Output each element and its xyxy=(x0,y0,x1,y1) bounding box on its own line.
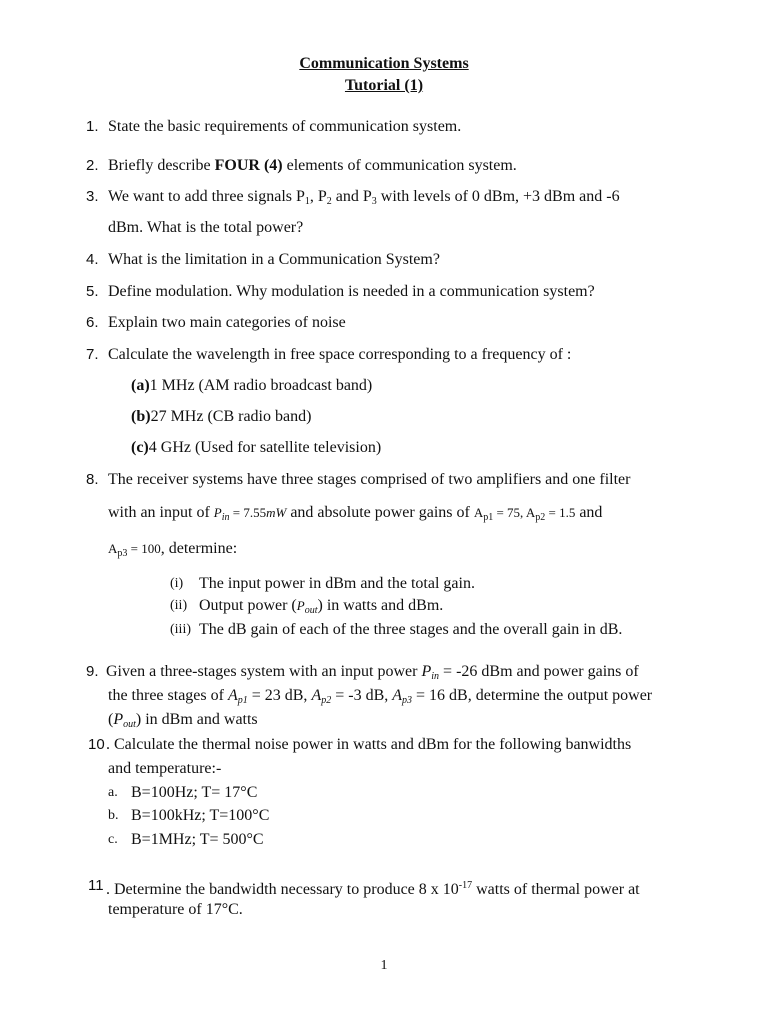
item-label: c. xyxy=(108,832,118,847)
subscript: 3 xyxy=(371,196,377,207)
question-text xyxy=(106,662,639,687)
text-part: watts of thermal power at xyxy=(472,881,640,898)
math-value: = 100 xyxy=(127,541,161,556)
question-text: Calculate the wavelength in free space corresponding to a frequency of : xyxy=(108,346,572,363)
text-part: , P xyxy=(309,188,327,205)
subscript: p1 xyxy=(483,512,494,523)
text-part: = 23 dB, xyxy=(247,687,312,704)
math-symbol: P xyxy=(296,598,305,613)
math-symbol: A xyxy=(473,505,484,520)
text-part: Output power ( xyxy=(199,597,297,614)
document-title xyxy=(0,53,768,97)
math-value: = 75, A xyxy=(493,505,536,520)
text-part: and xyxy=(575,504,603,521)
question-number: 9. xyxy=(86,663,99,680)
title-line-1: Communication Systems xyxy=(299,55,469,72)
item-label: a. xyxy=(108,785,118,800)
item-text: The dB gain of each of the three stages and the overall gain in dB. xyxy=(199,621,623,638)
item-text: 1 MHz (AM radio broadcast band) xyxy=(149,377,373,394)
math-symbol: P xyxy=(213,505,222,520)
math-symbol: P xyxy=(113,711,124,728)
title-line-2: Tutorial (1) xyxy=(344,77,424,94)
item-label: (b) xyxy=(131,408,151,425)
item-text: B=100Hz; T= 17°C xyxy=(131,784,258,801)
math-symbol: A xyxy=(108,541,118,556)
item-label: b. xyxy=(108,808,119,823)
subscript: in xyxy=(221,512,230,523)
text-part: the three stages of xyxy=(108,687,228,704)
question-number: 10 xyxy=(88,736,105,753)
question-text xyxy=(106,876,640,900)
text-part: = 16 dB, determine the output power xyxy=(412,687,653,704)
text-part: . Determine the bandwidth necessary to produce 8 x 10 xyxy=(106,881,459,898)
text-part: Given a three-stages system with an input power xyxy=(106,663,422,680)
subscript: p2 xyxy=(535,512,546,523)
question-number: 1. xyxy=(86,118,99,135)
question-text xyxy=(108,156,517,176)
subscript: p1 xyxy=(237,695,248,706)
math-symbol: A xyxy=(311,687,322,704)
text-part: = -26 dBm and power gains of xyxy=(439,663,639,680)
text-part: ) in dBm and watts xyxy=(135,711,258,728)
item-label: (a) xyxy=(131,377,150,394)
text-part: and P xyxy=(331,188,372,205)
question-11-line-2: temperature of 17°C. xyxy=(108,901,243,918)
item-text: B=1MHz; T= 500°C xyxy=(131,831,264,848)
question-3-line-2: dBm. What is the total power? xyxy=(108,219,304,236)
question-number: 3. xyxy=(86,188,99,205)
item-text: 27 MHz (CB radio band) xyxy=(150,408,312,425)
question-text: State the basic requirements of communication system. xyxy=(108,118,462,135)
math-value: = 1.5 xyxy=(545,505,576,520)
item-text: The input power in dBm and the total gain. xyxy=(199,575,475,592)
question-text: What is the limitation in a Communication System? xyxy=(108,251,440,268)
item-text xyxy=(199,596,443,621)
superscript: -17 xyxy=(458,880,473,891)
question-number: 5. xyxy=(86,283,99,300)
question-10-line-2: and temperature:- xyxy=(108,760,222,777)
text-part: with an input of xyxy=(108,504,214,521)
question-9-line-2 xyxy=(108,686,652,711)
text-part: , determine: xyxy=(160,540,238,557)
text-part: and absolute power gains of xyxy=(286,504,474,521)
question-text: Define modulation. Why modulation is needed in a communication system? xyxy=(108,283,595,300)
bold-text: FOUR (4) xyxy=(214,157,283,174)
math-symbol: A xyxy=(392,687,403,704)
text-part: ( xyxy=(108,711,114,728)
math-value: = 7.55 xyxy=(229,505,267,520)
subscript: in xyxy=(431,671,440,682)
question-9-line-3 xyxy=(108,710,258,735)
question-number: 6. xyxy=(86,314,99,331)
question-text: The receiver systems have three stages comprised of two amplifiers and one filter xyxy=(108,471,631,488)
text-part: = -3 dB, xyxy=(331,687,393,704)
text-part: with levels of 0 dBm, +3 dBm and -6 xyxy=(376,188,620,205)
question-text: Explain two main categories of noise xyxy=(108,314,346,331)
item-label: (c) xyxy=(131,439,149,456)
question-number: 7. xyxy=(86,346,99,363)
text-part: We want to add three signals P xyxy=(108,188,305,205)
subscript: 2 xyxy=(326,196,332,207)
subscript: 1 xyxy=(304,196,310,207)
question-8-line-3 xyxy=(108,539,237,564)
subscript: p2 xyxy=(321,695,332,706)
math-unit: mW xyxy=(266,505,287,520)
question-text: . Calculate the thermal noise power in watts and dBm for the following banwidths xyxy=(106,736,632,753)
item-label: (ii) xyxy=(170,598,188,613)
question-number: 4. xyxy=(86,251,99,268)
math-symbol: A xyxy=(227,687,238,704)
question-7-item-b xyxy=(131,407,311,427)
question-number: 11 xyxy=(88,877,104,894)
question-number: 8. xyxy=(86,471,99,488)
item-text: 4 GHz (Used for satellite television) xyxy=(148,439,382,456)
text-part: elements of communication system. xyxy=(282,157,517,174)
subscript: p3 xyxy=(117,548,128,559)
page-number: 1 xyxy=(380,958,388,973)
subscript: out xyxy=(304,605,318,616)
item-label: (i) xyxy=(170,576,184,591)
subscript: out xyxy=(123,719,136,730)
question-7-item-c xyxy=(131,438,381,458)
text-part: ) in watts and dBm. xyxy=(317,597,444,614)
subscript: p3 xyxy=(402,695,413,706)
question-7-item-a xyxy=(131,376,372,396)
question-number: 2. xyxy=(86,157,99,174)
item-text: B=100kHz; T=100°C xyxy=(131,807,270,824)
question-text xyxy=(108,187,620,212)
math-symbol: P xyxy=(421,663,432,680)
item-label: (iii) xyxy=(170,622,191,637)
question-8-line-2 xyxy=(108,503,602,528)
text-part: Briefly describe xyxy=(108,157,215,174)
